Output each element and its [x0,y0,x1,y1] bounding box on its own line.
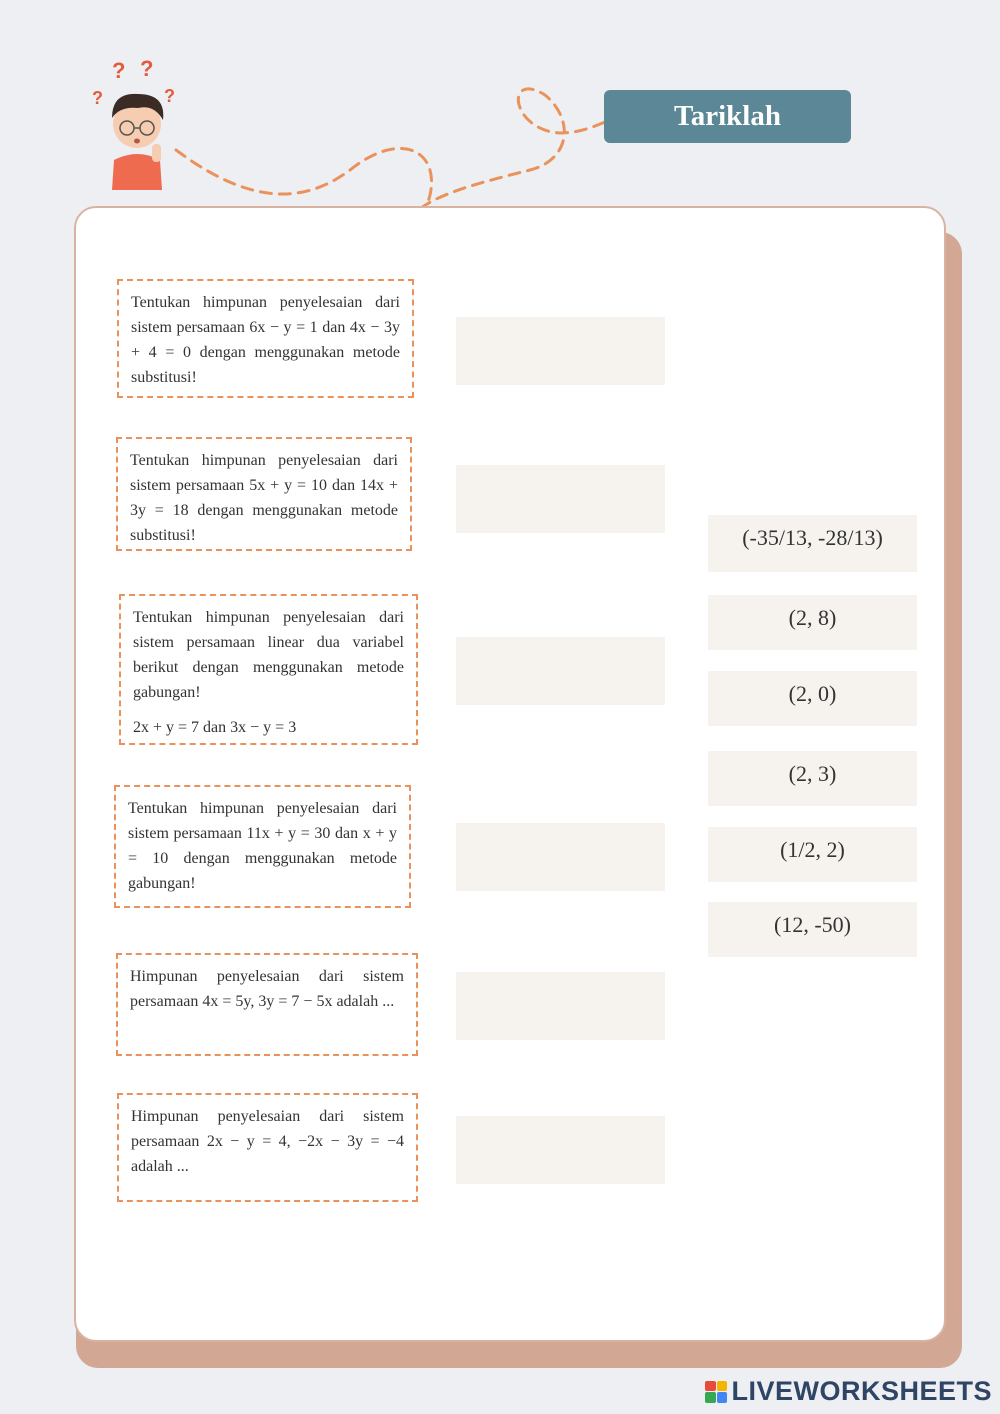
question-2 [116,437,412,551]
page-title: Tariklah [604,90,851,143]
answer-drop-zone-6[interactable] [456,1116,665,1184]
question-text: Tentukan himpunan penyelesaian dari sistem persamaan 11x + y = 30 dan x + y = 10 dengan menggunakan metode gabungan! [128,800,397,892]
answer-option[interactable]: (2, 0) [708,671,917,726]
question-4 [114,785,411,908]
answer-option[interactable]: (12, -50) [708,902,917,957]
brand-text: LIVEWORKSHEETS [731,1376,992,1406]
question-5 [116,953,418,1056]
svg-text:?: ? [164,86,175,106]
answer-option[interactable]: (1/2, 2) [708,827,917,882]
question-3 [119,594,418,745]
confused-boy-icon [92,56,175,190]
answer-drop-zone-4[interactable] [456,823,665,891]
svg-text:?: ? [140,56,154,81]
question-1 [117,279,414,398]
question-6 [117,1093,418,1202]
brand-logo[interactable] [705,1376,992,1407]
answer-option[interactable]: (2, 3) [708,751,917,806]
answer-drop-zone-2[interactable] [456,465,665,533]
question-text: Tentukan himpunan penyelesaian dari sistem persamaan 6x − y = 1 dan 4x − 3y + 4 = 0 dengan menggunakan metode substitusi! [131,294,400,386]
answer-drop-zone-3[interactable] [456,637,665,705]
question-text: Himpunan penyelesaian dari sistem persamaan 4x = 5y, 3y = 7 − 5x adalah ... [130,968,404,1010]
liveworksheets-icon [705,1381,727,1403]
svg-text:?: ? [112,58,126,83]
answer-option[interactable]: (2, 8) [708,595,917,650]
question-text: Himpunan penyelesaian dari sistem persamaan 2x − y = 4, −2x − 3y = −4 adalah ... [131,1108,404,1175]
svg-text:?: ? [92,88,103,108]
answer-option[interactable]: (-35/13, -28/13) [708,515,917,572]
answer-drop-zone-5[interactable] [456,972,665,1040]
answer-drop-zone-1[interactable] [456,317,665,385]
question-text: Tentukan himpunan penyelesaian dari sistem persamaan linear dua variabel berikut dengan menggunakan metode gabungan! [133,609,404,701]
question-text: Tentukan himpunan penyelesaian dari sistem persamaan 5x + y = 10 dan 14x + 3y = 18 dengan menggunakan metode substitusi! [130,452,398,544]
question-formula: 2x + y = 7 dan 3x − y = 3 [133,719,297,736]
